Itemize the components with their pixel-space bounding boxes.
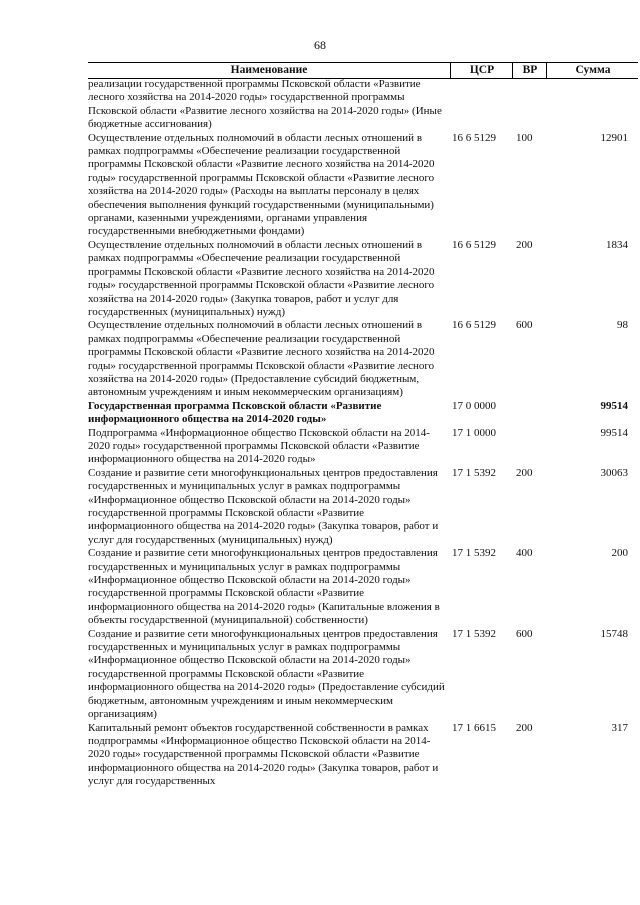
row-name: Осуществление отдельных полномочий в области лесных отношений в рамках подпрограммы «Обеспечение реализации государственной программы Псковской области «Развитие лесного хозяйства на 2014-2020 годы» государственной программы Псковской области «Развитие лесного хозяйства на 2014-2020 годы» (Предоставление субсидий бюджетным, автономным учреждениям и иным некоммерческим организациям) <box>88 319 435 399</box>
row-name: Осуществление отдельных полномочий в области лесных отношений в рамках подпрограммы «Обеспечение реализации государственной программы Псковской области «Развитие лесного хозяйства на 2014-2020 годы» государственной программы Псковской области «Развитие лесного хозяйства на 2014-2020 годы» (Расходы на выплаты персоналу в целях обеспечения выполнения функций государственными (муниципальными) органами, казенными учреждениями, органами управления государственными внебюджетными фондами) <box>88 131 435 238</box>
row-name: Государственная программа Псковской области «Развитие информационного общества на 2014-2020 годы» <box>88 399 382 426</box>
row-sum: 200 <box>611 547 628 560</box>
row-csr: 16 6 5129 <box>452 238 496 251</box>
row-name: Создание и развитие сети многофункциональных центров предоставления государственных и муниципальных услуг в рамках подпрограммы «Информационное общество Псковской области на 2014-2020 годы» государственной программы Псковской области «Развитие информационного общества на 2014-2020 годы» (Предоставление субсидий бюджетным, автономным учреждениям и иным некоммерческим организациям) <box>88 627 445 721</box>
row-csr: 17 0 0000 <box>452 399 496 412</box>
row-csr: 17 1 5392 <box>452 466 496 479</box>
table-row <box>88 628 640 722</box>
table-row <box>88 132 640 239</box>
row-vr: 200 <box>516 238 533 251</box>
row-vr: 100 <box>516 131 533 144</box>
header-vr: ВР <box>512 63 547 78</box>
row-sum: 12901 <box>600 131 628 144</box>
table-row <box>88 722 640 789</box>
header-csr: ЦСР <box>450 63 513 78</box>
row-name: Осуществление отдельных полномочий в области лесных отношений в рамках подпрограммы «Обеспечение реализации государственной программы Псковской области «Развитие лесного хозяйства на 2014-2020 годы» государственной программы Псковской области «Развитие лесного хозяйства на 2014-2020 годы» (Закупка товаров, работ и услуг для государственных (муниципальных) нужд) <box>88 238 435 318</box>
row-vr: 200 <box>516 466 533 479</box>
table-row <box>88 319 640 399</box>
table-row <box>88 78 640 132</box>
row-sum: 98 <box>617 319 628 332</box>
row-name: Капитальный ремонт объектов государственной собственности в рамках подпрограммы «Информационное общество Псковской области на 2014-2020 годы» государственной программы Псковской области «Развитие информационного общества на 2014-2020 годы» (Закупка товаров, работ и услуг для государственных <box>88 721 439 788</box>
table-row <box>88 400 640 427</box>
row-vr: 600 <box>516 319 533 332</box>
row-sum: 1834 <box>606 238 628 251</box>
row-csr: 17 1 6615 <box>452 721 496 734</box>
header-sum: Сумма <box>546 63 639 78</box>
row-name: реализации государственной программы Псковской области «Развитие лесного хозяйства на 2014-2020 годы» государственной программы Псковской области «Развитие лесного хозяйства на 2014-2020 годы» (Иные бюджетные ассигнования) <box>88 78 442 131</box>
row-sum: 99514 <box>600 426 628 439</box>
row-vr: 200 <box>516 721 533 734</box>
table-row <box>88 547 640 627</box>
table-header <box>88 62 638 79</box>
row-csr: 16 6 5129 <box>452 131 496 144</box>
row-name: Подпрограмма «Информационное общество Псковской области на 2014-2020 годы» государственной программы Псковской области «Развитие информационного общества на 2014-2020 годы» <box>88 426 430 466</box>
table-row <box>88 467 640 547</box>
row-csr: 17 1 5392 <box>452 547 496 560</box>
row-sum: 30063 <box>600 466 628 479</box>
page-number: 68 <box>314 38 326 52</box>
table-row <box>88 239 640 319</box>
row-sum: 99514 <box>600 399 628 412</box>
row-name: Создание и развитие сети многофункциональных центров предоставления государственных и муниципальных услуг в рамках подпрограммы «Информационное общество Псковской области на 2014-2020 годы» государственной программы Псковской области «Развитие информационного общества на 2014-2020 годы» (Закупка товаров, работ и услуг для государственных (муниципальных) нужд) <box>88 466 439 546</box>
row-vr: 400 <box>516 547 533 560</box>
row-name: Создание и развитие сети многофункциональных центров предоставления государственных и муниципальных услуг в рамках подпрограммы «Информационное общество Псковской области на 2014-2020 годы» государственной программы Псковской области «Развитие информационного общества на 2014-2020 годы» (Капитальные вложения в объекты государственной (муниципальной) собственности) <box>88 547 440 627</box>
row-csr: 16 6 5129 <box>452 319 496 332</box>
row-csr: 17 1 5392 <box>452 627 496 640</box>
row-vr: 600 <box>516 627 533 640</box>
header-name: Наименование <box>230 64 308 76</box>
row-sum: 15748 <box>600 627 628 640</box>
row-sum: 317 <box>611 721 628 734</box>
table-body <box>88 78 640 789</box>
row-csr: 17 1 0000 <box>452 426 496 439</box>
table-row <box>88 427 640 467</box>
